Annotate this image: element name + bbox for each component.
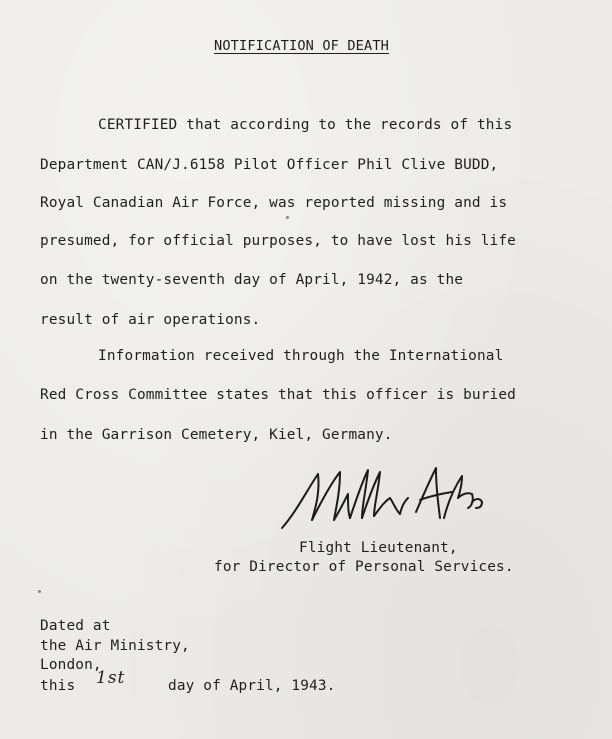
paragraph-2-line-3: in the Garrison Cemetery, Kiel, Germany. [40,427,393,443]
paragraph-1-line-6: result of air operations. [40,312,261,328]
dated-suffix: day of April, 1943. [168,678,336,694]
dated-line-3: London, [40,657,102,673]
paragraph-1-line-2: Department CAN/J.6158 Pilot Officer Phil Clive BUDD, [40,157,499,173]
signatory-on-behalf: for Director of Personal Services. [214,559,514,575]
dated-this-prefix: this [40,678,76,694]
dated-day-handwritten: 1st [96,668,126,688]
dated-line-2: the Air Ministry, [40,638,190,654]
paragraph-2-line-1: Information received through the International [98,348,504,364]
paragraph-1-line-3: Royal Canadian Air Force, was reported missing and is [40,195,508,211]
document-title: NOTIFICATION OF DEATH [214,38,390,54]
dated-line-1: Dated at [40,618,111,634]
paper-speck [286,216,289,219]
paragraph-1-line-5: on the twenty-seventh day of April, 1942, as the [40,272,464,288]
paragraph-2-line-2: Red Cross Committee states that this officer is buried [40,387,516,403]
signatory-rank: Flight Lieutenant, [299,540,458,556]
paper-speck [38,590,41,593]
paragraph-1-line-1: CERTIFIED that according to the records of this [98,117,513,133]
handwritten-signature [276,462,488,536]
paragraph-1-line-4: presumed, for official purposes, to have lost his life [40,233,516,249]
